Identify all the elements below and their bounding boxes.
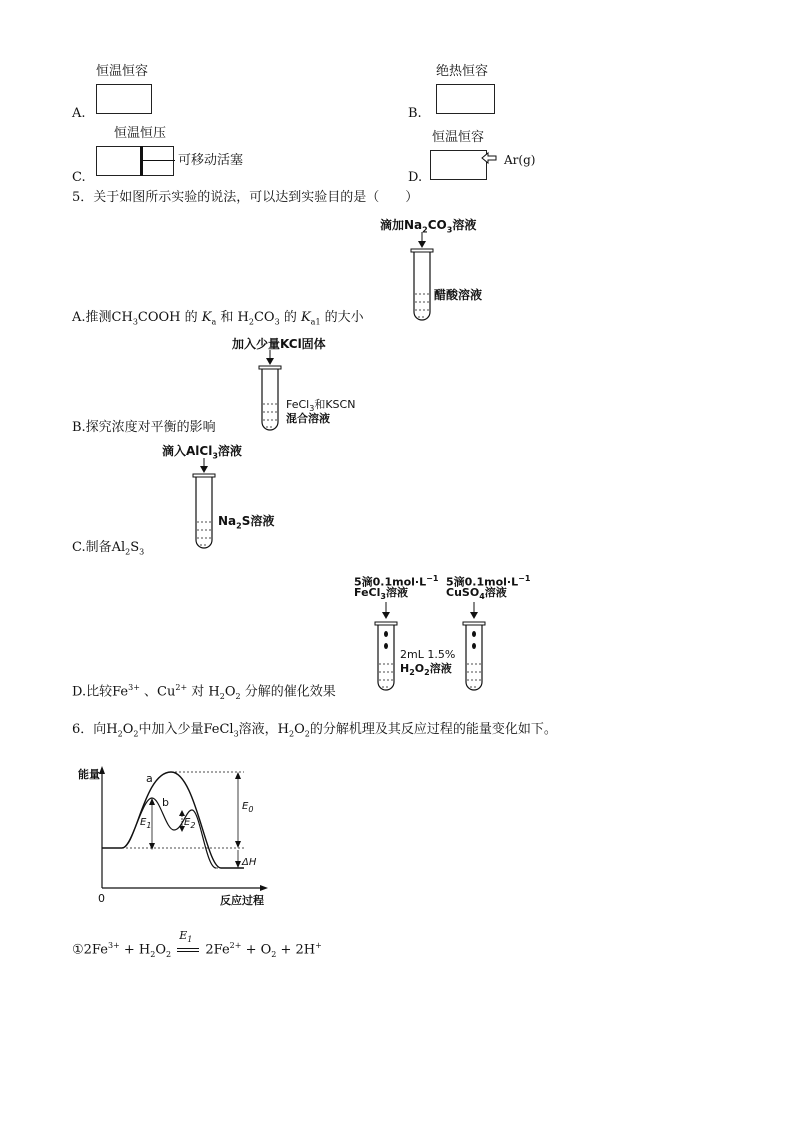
option-c-letter: C. — [72, 170, 86, 185]
q5b-solution-label-1: FeCl$_3$和KSCN — [286, 398, 356, 414]
q5a-solution-label: 醋酸溶液 — [434, 288, 483, 302]
q5d-right-test-tube — [458, 602, 490, 694]
piston-label: 可移动活塞 — [178, 153, 244, 168]
e1-label: $E_1$ — [140, 817, 152, 830]
option-a-letter: A. — [72, 106, 86, 121]
diagram-ylabel: 能量 — [78, 768, 100, 781]
q5d-right-reagent-1: 5滴$0.1mol\cdot L^{-1}$ — [446, 574, 531, 589]
q5-stem: 5．关于如图所示实验的说法，可以达到实验目的是（ ） — [72, 190, 419, 205]
option-d-letter: D. — [408, 170, 423, 185]
q5b-solution-label-2: 混合溶液 — [286, 412, 330, 425]
container-a — [96, 84, 152, 114]
option-a-label: 恒温恒容 — [96, 64, 149, 79]
q5c-reagent-label: 滴入AlCl$_3$溶液 — [162, 444, 242, 461]
q5c-test-tube — [188, 458, 220, 552]
container-c — [96, 146, 174, 176]
q6-stem: 6．向$H_2O_2$中加入少量FeCl$_3$溶液，$H_2O_2$的分解机理及其反应过程的能量变化如下。 — [72, 722, 557, 739]
option-b-label: 绝热恒容 — [436, 64, 489, 79]
e0-label: $E_0$ — [242, 801, 254, 814]
q5d-mid-label-2: $H_2O_2$溶液 — [400, 662, 452, 678]
q5a-reagent-label: 滴加$Na_2CO_3$溶液 — [380, 218, 477, 235]
q5d-left-reagent-1: 5滴$0.1mol\cdot L^{-1}$ — [354, 574, 439, 589]
curve-a — [102, 772, 244, 868]
q5c-text: C.制备$Al_2S_3$ — [72, 540, 145, 557]
e2-label: $E_2$ — [184, 817, 196, 830]
gas-label: Ar(g) — [504, 153, 536, 167]
q5d-text: D.比较$Fe^{3+}$ 、$Cu^{2+}$ 对 $H_2O_2$ 分解的催化效果 — [72, 683, 336, 701]
option-d-label: 恒温恒容 — [432, 130, 485, 145]
curve-b-label: b — [162, 796, 169, 809]
container-b — [436, 84, 495, 114]
curve-b — [122, 798, 216, 868]
q5d-left-reagent-2: FeCl$_3$溶液 — [354, 586, 408, 602]
q5b-test-tube — [254, 350, 286, 434]
q5a-test-tube — [406, 232, 438, 324]
option-b-letter: B. — [408, 106, 422, 121]
q5d-left-test-tube — [370, 602, 402, 694]
equation-1: $①2Fe^{3+} + H_2O_2$ $E_1$ $2Fe^{2+} + O_2 + 2H^+$ — [72, 929, 322, 959]
q5d-right-reagent-2: CuSO$_4$溶液 — [446, 586, 507, 602]
dh-label: ΔH — [242, 857, 257, 868]
q5c-solution-label: $Na_2S$溶液 — [218, 514, 275, 531]
diagram-xlabel: 反应过程 — [220, 894, 264, 907]
q5a-text: A.推测$CH_3COOH$ 的 $K_a$ 和 $H_2CO_3$ 的 $K_{a1}$ 的大小 — [72, 310, 364, 327]
q5b-text: B.探究浓度对平衡的影响 — [72, 420, 216, 435]
curve-a-label: a — [146, 772, 153, 785]
diagram-origin: 0 — [98, 892, 105, 905]
piston-pointer — [143, 160, 175, 161]
q5b-reagent-label: 加入少量KCl固体 — [232, 337, 326, 351]
piston — [140, 146, 143, 176]
q5d-mid-label-1: 2mL 1.5% — [400, 648, 456, 661]
option-c-label: 恒温恒压 — [114, 126, 167, 141]
